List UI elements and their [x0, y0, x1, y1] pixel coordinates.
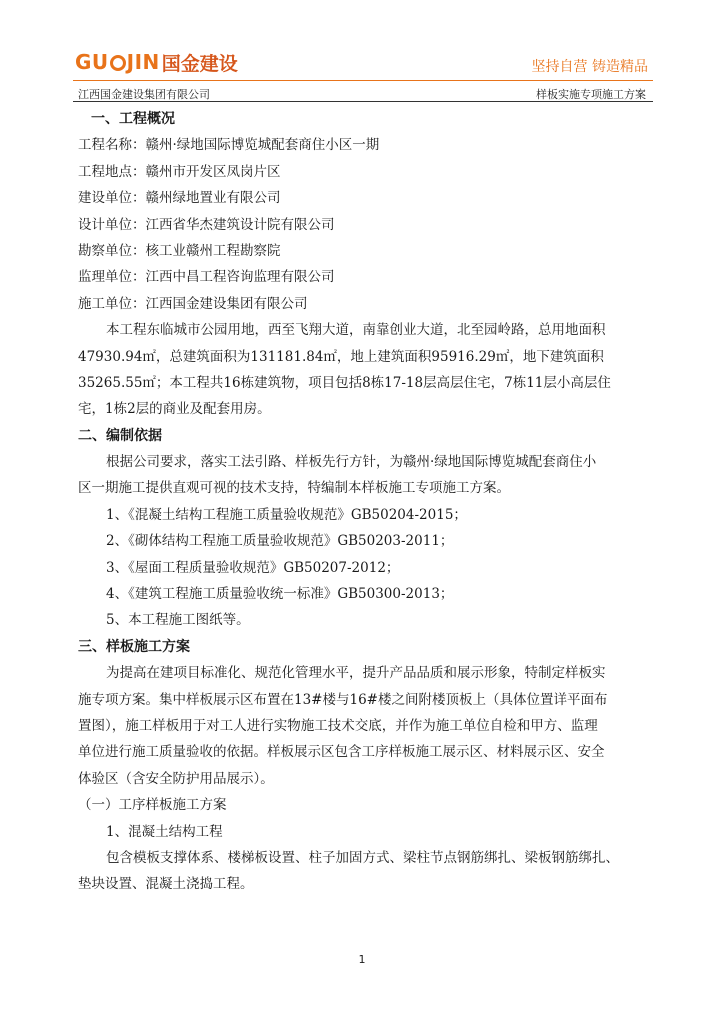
text-line: 47930.94㎡，总建筑面积为131181.84㎡，地上建筑面积95916.29㎡，地下建筑面积: [78, 348, 604, 365]
text-line: 宅，1栋2层的商业及配套用房。: [78, 401, 271, 418]
document-body: [78, 106, 660, 898]
text-line: 1、混凝土结构工程: [106, 823, 223, 840]
text-line: 体验区（含安全防护用品展示）。: [78, 770, 274, 787]
logo-text-en-1: GU: [75, 50, 109, 74]
text-line: 35265.55㎡；本工程共16栋建筑物，项目包括8栋17-18层高层住宅，7栋11层小高层住: [78, 374, 611, 391]
header-company: 江西国金建设集团有限公司: [78, 88, 210, 101]
logo-text-en-2: JIN: [126, 50, 160, 74]
text-line: 勘察单位：核工业赣州工程勘察院: [78, 242, 281, 259]
text-line: 为提高在建项目标准化、规范化管理水平，提升产品品质和展示形象，特制定样板实: [106, 665, 606, 682]
text-line: 垫块设置、混凝土浇捣工程。: [78, 876, 254, 893]
text-line: 包含模板支撑体系、楼梯板设置、柱子加固方式、梁柱节点钢筋绑扎、梁板钢筋绑扎、: [106, 849, 619, 866]
text-line: 设计单位：江西省华杰建筑设计院有限公司: [78, 216, 335, 233]
header-divider-bottom: [73, 101, 653, 102]
text-line: 5、本工程施工图纸等。: [106, 612, 250, 629]
text-line: 置图），施工样板用于对工人进行实物施工技术交底，并作为施工单位自检和甲方、监理: [78, 717, 598, 734]
section-heading: 三、样板施工方案: [78, 638, 190, 655]
text-line: 施工单位：江西国金建设集团有限公司: [78, 295, 308, 312]
text-line: 监理单位：江西中昌工程咨询监理有限公司: [78, 269, 335, 286]
text-line: 区一期施工提供直观可视的技术支持，特编制本样板施工专项施工方案。: [78, 480, 510, 497]
section-heading: 二、编制依据: [78, 427, 162, 444]
slogan: 坚持自营 铸造精品: [531, 59, 648, 75]
text-line: 4、《建筑工程施工质量验收统一标准》GB50300-2013；: [106, 586, 454, 603]
text-line: 工程地点：赣州市开发区凤岗片区: [78, 163, 281, 180]
text-line: 2、《砌体结构工程施工质量验收规范》GB50203-2011；: [106, 533, 454, 550]
text-line: 本工程东临城市公园用地，西至飞翔大道，南靠创业大道，北至园岭路，总用地面积: [106, 322, 606, 339]
text-line: 1、《混凝土结构工程施工质量验收规范》GB50204-2015；: [106, 506, 467, 523]
text-line: 工程名称：赣州·绿地国际博览城配套商住小区一期: [78, 137, 380, 154]
text-line: （一）工序样板施工方案: [78, 797, 227, 814]
text-line: 3、《屋面工程质量验收规范》GB50207-2012；: [106, 559, 400, 576]
text-line: 施专项方案。集中样板展示区布置在13#楼与16#楼之间附楼顶板上（具体位置详平面布: [78, 691, 608, 708]
company-logo: [75, 50, 238, 74]
section-heading: 一、工程概况: [91, 111, 175, 127]
page-number: 1: [358, 953, 366, 966]
header-divider-top: [73, 80, 653, 81]
text-line: 单位进行施工质量验收的依据。样板展示区包含工序样板施工展示区、材料展示区、安全: [78, 744, 605, 761]
logo-text-cn: 国金建设: [161, 52, 238, 75]
logo-circle-icon: [110, 55, 126, 71]
text-line: 根据公司要求，落实工法引路、样板先行方针，为赣州·绿地国际博览城配套商住小: [106, 454, 597, 471]
header-doc-title: 样板实施专项施工方案: [536, 88, 646, 101]
text-line: 建设单位：赣州绿地置业有限公司: [78, 190, 281, 207]
